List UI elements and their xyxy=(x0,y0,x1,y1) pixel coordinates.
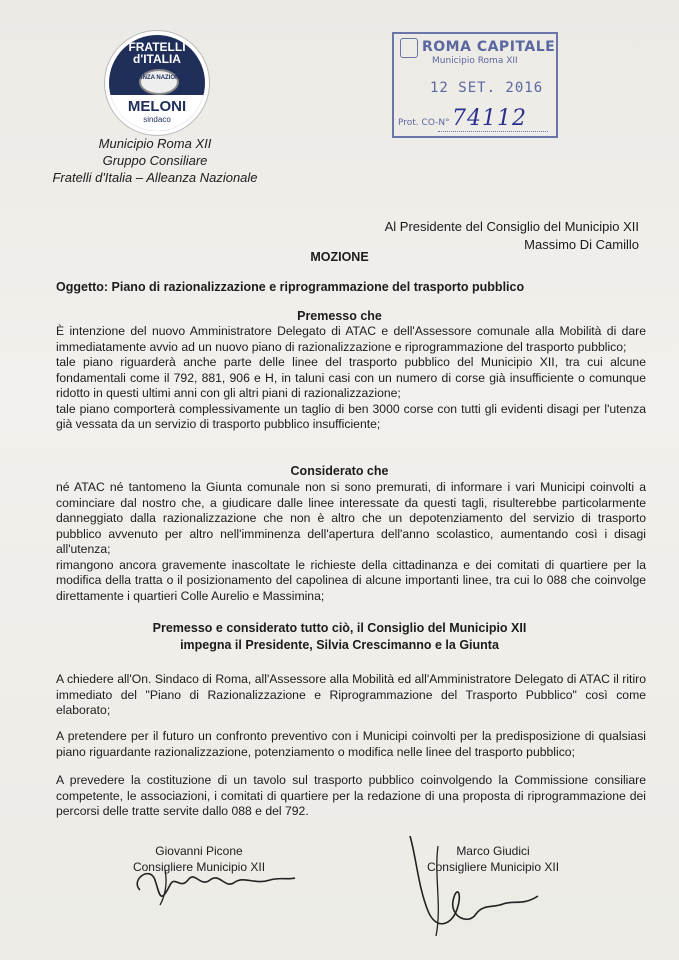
document-title: MOZIONE xyxy=(310,250,369,264)
impegna-line: Premesso e considerato tutto ciò, il Consiglio del Municipio XII xyxy=(152,621,527,635)
logo-candidate-name: MELONI xyxy=(127,98,187,115)
request-paragraph: A prevedere la costituzione di un tavolo sul trasporto pubblico coinvolgendo la Commissione consiliare competente, le associazioni, i comitati di quartiere per la redazione di una proposta di riprogrammazione dei percorsi delle tratte servite dallo 088 e del 792. xyxy=(56,773,646,818)
logo-candidate-role: sindaco xyxy=(143,115,171,124)
considerato-heading: Considerato che xyxy=(290,464,389,478)
stamp-date: 12 SET. 2016 xyxy=(430,80,544,96)
request-paragraph: A pretendere per il futuro un confronto preventivo con i Municipi coinvolti per la predisposizione di qualsiasi piano riguardante razionalizzazione, potenziamento o modifica nelle linee del trasporto pubblico; xyxy=(56,729,646,759)
addressee-name: Massimo Di Camillo xyxy=(524,237,639,252)
logo-party-name: FRATELLI d'ITALIA xyxy=(128,40,186,66)
stamp-protocol-label: Prot. CO-N° xyxy=(398,118,450,128)
considerato-section xyxy=(56,480,646,604)
premesso-paragraph: È intenzione del nuovo Amministratore Delegato di ATAC e dell'Assessore comunale alla Mobilità di dare immediatamente avvio ad un nuovo piano di razionalizzazione e riprogrammazione del trasporto pubblico; xyxy=(56,324,646,354)
premesso-heading: Premesso che xyxy=(297,309,382,323)
signer-role: Consigliere Municipio XII xyxy=(132,860,266,874)
considerato-paragraph: rimangono ancora gravemente inascoltate le richieste della cittadinanza e dei comitati di quartiere per la modifica della tratta o il posizionamento del capolinea di alcune importanti linee, tra cui lo 088 che coinvolge direttamente i quartieri Colle Aurelio e Massimina; xyxy=(56,557,646,603)
premesso-section xyxy=(56,324,646,433)
handwritten-signature-left xyxy=(120,850,300,910)
signer-name: Marco Giudici xyxy=(456,844,530,858)
party-logo xyxy=(104,30,210,136)
request-paragraph: A chiedere all'On. Sindaco di Roma, all'Assessore alla Mobilità ed all'Amministratore Delegato di ATAC il ritiro immediato del "Piano di Razionalizzazione e Riprogrammazione del Trasporto Pubblico" così come elaborato; xyxy=(56,672,646,717)
org-municipio: Municipio Roma XII xyxy=(98,136,212,151)
handwritten-signature-right xyxy=(398,826,548,946)
group-header xyxy=(0,135,310,186)
addressee-line: Al Presidente del Consiglio del Municipio XII xyxy=(384,219,639,234)
org-party: Fratelli d'Italia – Alleanza Nazionale xyxy=(52,170,258,185)
signer-role: Consigliere Municipio XII xyxy=(426,860,560,874)
seal-icon xyxy=(400,38,418,58)
stamp-protocol-number: 74112 xyxy=(452,106,527,131)
stamp-title: ROMA CAPITALE xyxy=(422,39,556,55)
org-gruppo: Gruppo Consiliare xyxy=(102,153,208,168)
premesso-paragraph: tale piano comporterà complessivamente un taglio di ben 3000 corse con tutti gli evidenti disagi per l'utenza già vessata da un servizio di trasporto pubblico insufficiente; xyxy=(56,401,646,431)
premesso-paragraph: tale piano riguarderà anche parte delle linee del trasporto pubblico del Municipio XII, tra cui alcune fondamentali come il 792, 881, 906 e H, in taluni casi con un numero di corse già insufficiente o comunque ridotto in questi ultimi anni con gli altri piani di razionalizzazione; xyxy=(56,355,646,400)
protocol-stamp xyxy=(392,32,558,138)
stamp-subtitle: Municipio Roma XII xyxy=(432,56,518,66)
document-subject: Oggetto: Piano di razionalizzazione e riprogrammazione del trasporto pubblico xyxy=(56,280,525,294)
addressee xyxy=(385,218,639,254)
considerato-paragraph: né ATAC né tantomeno la Giunta comunale non si sono premurati, di informare i vari Municipi coinvolti a cominciare dal nostro che, a giudicare dalle linee interessate da questi tagli, risulterebbe particolarmente danneggiato dalla razionalizzazione che non è altro che un depotenziamento del servizio di trasporto pubblico avvenuto per altro nell'imminenza dell'apertura dell'anno scolastico, aumentando così i disagi all'utenza; xyxy=(56,480,646,556)
impegna-heading xyxy=(0,620,679,654)
flame-icon xyxy=(139,69,179,95)
impegna-line: impegna il Presidente, Silvia Crescimanno e la Giunta xyxy=(180,638,499,652)
logo-an-text: ALLEANZA NAZIONALE xyxy=(122,75,192,81)
signer-name: Giovanni Picone xyxy=(155,844,243,858)
